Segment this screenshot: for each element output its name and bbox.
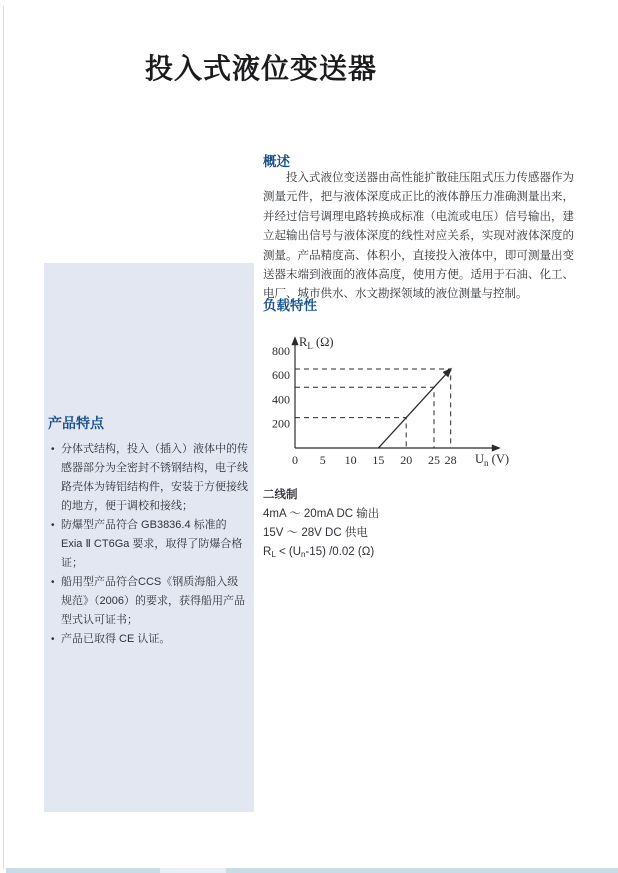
svg-text:800: 800 <box>272 343 290 358</box>
svg-text:RL (Ω): $R_L$ (Ω) <box>299 335 334 351</box>
svg-text:400: 400 <box>272 392 290 407</box>
svg-text:10: 10 <box>344 453 357 467</box>
load-characteristics-heading: 负载特性 <box>263 298 317 313</box>
features-list <box>47 440 248 649</box>
svg-text:25: 25 <box>428 453 440 467</box>
feature-item: • 分体式结构，投入（插入）液体中的传感器部分为全密封不锈钢结构，电子线路壳体为铸铝结构件，安装于方便接线的地方，便于调校和接线； <box>47 440 248 516</box>
load-characteristic-chart <box>265 330 565 482</box>
svg-text:200: 200 <box>272 416 290 431</box>
product-features-panel <box>44 263 254 812</box>
svg-text:Un (V): $U_n$ (V) <box>475 452 510 468</box>
feature-item: • 产品已取得 CE 认证。 <box>47 630 248 649</box>
spec-output-range: 4mA ～ 20mA DC 输出 <box>263 508 380 520</box>
spec-supply-range: 15V ～ 28V DC 供电 <box>263 527 368 539</box>
svg-text:5: 5 <box>319 453 326 467</box>
spec-wiring-mode: 二线制 <box>263 489 298 501</box>
electrical-specs <box>263 486 379 564</box>
spec-load-formula: $R_L < (U_n-15)$ /0.02 (Ω) <box>263 546 375 559</box>
page-title: 投入式液位变送器 <box>145 53 378 84</box>
overview-heading: 概述 <box>263 154 290 169</box>
svg-text:0: 0 <box>292 453 298 467</box>
page-edge-line <box>3 6 4 869</box>
footer-accent-bar-light-segment <box>160 868 226 873</box>
svg-text:15: 15 <box>372 453 385 467</box>
svg-text:20: 20 <box>400 453 413 467</box>
svg-text:28: 28 <box>444 453 457 467</box>
feature-item: • 防爆型产品符合 GB3836.4 标准的 Exia Ⅱ CT6Ga 要求，取得了防爆合格证； <box>47 516 248 573</box>
svg-text:600: 600 <box>272 368 290 383</box>
overview-paragraph: 投入式液位变送器由高性能扩散硅压阻式压力传感器作为测量元件，把与液体深度成正比的液体静压力准确测量出来，并经过信号调理电路转换成标准（电流或电压）信号输出，建立起输出信号与液体深度的线性对应关系，实现对液体深度的测量。产品精度高、体积小，直接投入液体中，即可测量出变送器末端到液面的液体高度，使用方便。适用于石油、化工、电厂、城市供水、水文勘探领域的液位测量与控制。 <box>263 172 574 301</box>
feature-item: • 船用型产品符合CCS《钢质海船入级规范》（2006）的要求，获得船用产品型式认可证书； <box>47 573 248 630</box>
footer-accent-bar <box>6 868 618 873</box>
features-heading: 产品特点 <box>48 415 104 431</box>
